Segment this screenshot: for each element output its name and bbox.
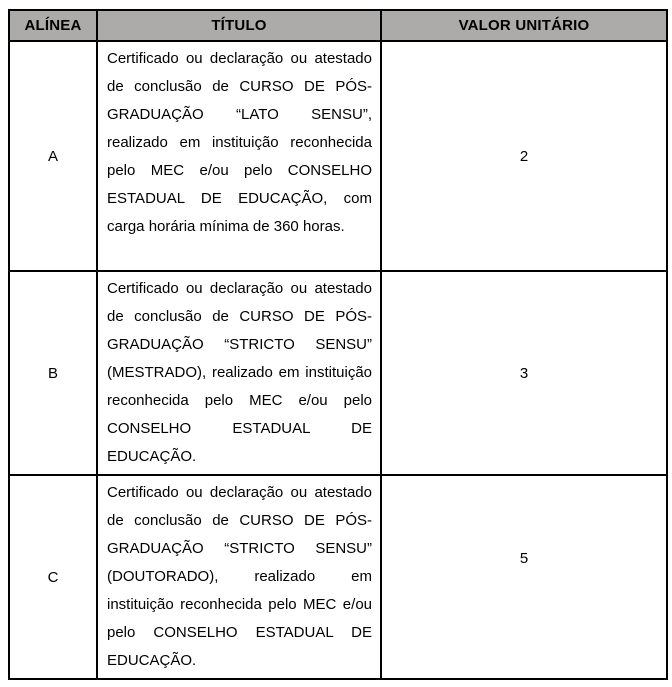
table-header-row <box>9 10 667 41</box>
alinea-cell: A <box>9 41 97 271</box>
valor-cell: 3 <box>381 271 667 475</box>
titulo-cell: Certificado ou declaração ou atestado de conclusão de CURSO DE PÓS-GRADUAÇÃO “STRICTO SENSU” (MESTRADO), realizado em instituição reconhecida pelo MEC e/ou pelo CONSELHO ESTADUAL DE EDUCAÇÃO. <box>97 271 381 475</box>
alinea-cell: C <box>9 475 97 679</box>
column-header-valor-unitario: VALOR UNITÁRIO <box>381 10 667 41</box>
titulo-cell: Certificado ou declaração ou atestado de conclusão de CURSO DE PÓS-GRADUAÇÃO “STRICTO SENSU” (DOUTORADO), realizado em instituição reconhecida pelo MEC e/ou pelo CONSELHO ESTADUAL DE EDUCAÇÃO. <box>97 475 381 679</box>
table-row <box>9 41 667 271</box>
table-row <box>9 475 667 679</box>
valor-cell: 2 <box>381 41 667 271</box>
valor-cell: 5 <box>381 475 667 679</box>
column-header-alinea: ALÍNEA <box>9 10 97 41</box>
column-header-titulo: TÍTULO <box>97 10 381 41</box>
alinea-cell: B <box>9 271 97 475</box>
titulo-cell: Certificado ou declaração ou atestado de conclusão de CURSO DE PÓS-GRADUAÇÃO “LATO SENSU”, realizado em instituição reconhecida pelo MEC e/ou pelo CONSELHO ESTADUAL DE EDUCAÇÃO, com carga horária mínima de 360 horas. <box>97 41 381 271</box>
titles-scoring-table <box>8 9 668 680</box>
table-row <box>9 271 667 475</box>
